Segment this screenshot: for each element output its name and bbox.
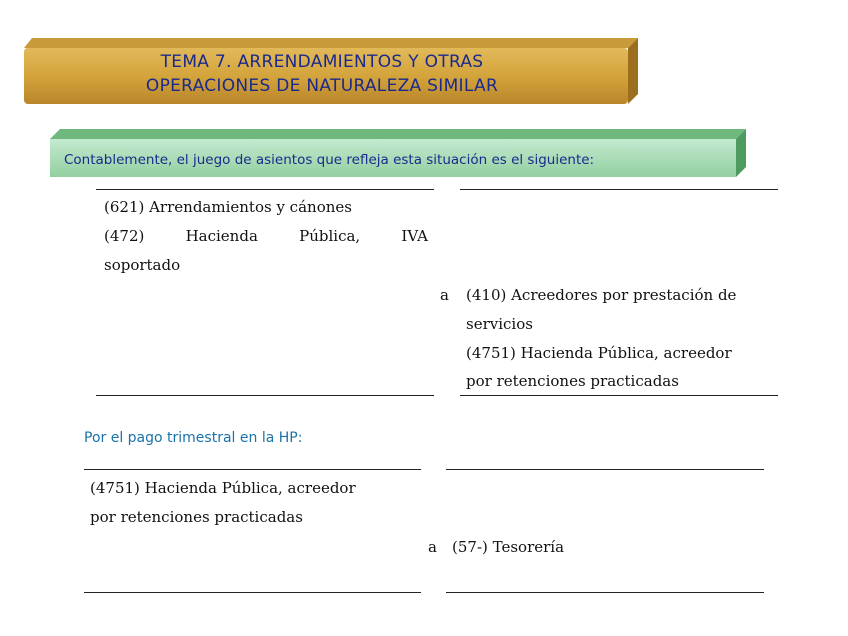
entry2-debit-top-rule xyxy=(84,469,421,470)
entry1-debit-top-rule xyxy=(96,189,434,190)
entry1-credit-line-3: (4751) Hacienda Pública, acreedor xyxy=(466,344,732,362)
subtitle-text: Contablemente, el juego de asientos que refleja esta situación es el siguiente: xyxy=(64,152,595,168)
entry1-credit-line-4: por retenciones practicadas xyxy=(466,372,679,390)
entry2-debit-line-2: por retenciones practicadas xyxy=(90,508,303,526)
entry2-debit-line-1: (4751) Hacienda Pública, acreedor xyxy=(90,479,356,497)
payment-label: Por el pago trimestral en la HP: xyxy=(84,430,303,446)
entry2-connector: a xyxy=(428,538,437,556)
entry1-debit-bottom-rule xyxy=(96,395,434,396)
page-title xyxy=(22,50,622,98)
title-line-1: TEMA 7. ARRENDAMIENTOS Y OTRAS xyxy=(160,52,484,72)
entry2-credit-bottom-rule xyxy=(446,592,764,593)
title-line-2: OPERACIONES DE NATURALEZA SIMILAR xyxy=(145,76,499,96)
entry1-debit-word-1: (472) xyxy=(104,227,145,245)
entry1-debit-line-3: soportado xyxy=(104,256,181,274)
entry1-credit-bottom-rule xyxy=(460,395,778,396)
entry1-debit-line-1: (621) Arrendamientos y cánones xyxy=(104,198,352,216)
entry1-debit-word-3: Pública, xyxy=(299,227,361,245)
entry1-credit-top-rule xyxy=(460,189,778,190)
entry1-debit-word-2: Hacienda xyxy=(185,227,258,245)
entry2-credit-line-1: (57-) Tesorería xyxy=(452,538,565,556)
entry1-debit-word-4: IVA xyxy=(401,227,428,245)
entry1-credit-line-2: servicios xyxy=(466,315,533,333)
entry2-debit-bottom-rule xyxy=(84,592,421,593)
entry1-debit-line-2 xyxy=(104,227,428,245)
entry1-connector: a xyxy=(440,286,449,304)
entry1-credit-line-1: (410) Acreedores por prestación de xyxy=(466,286,737,304)
entry2-credit-top-rule xyxy=(446,469,764,470)
